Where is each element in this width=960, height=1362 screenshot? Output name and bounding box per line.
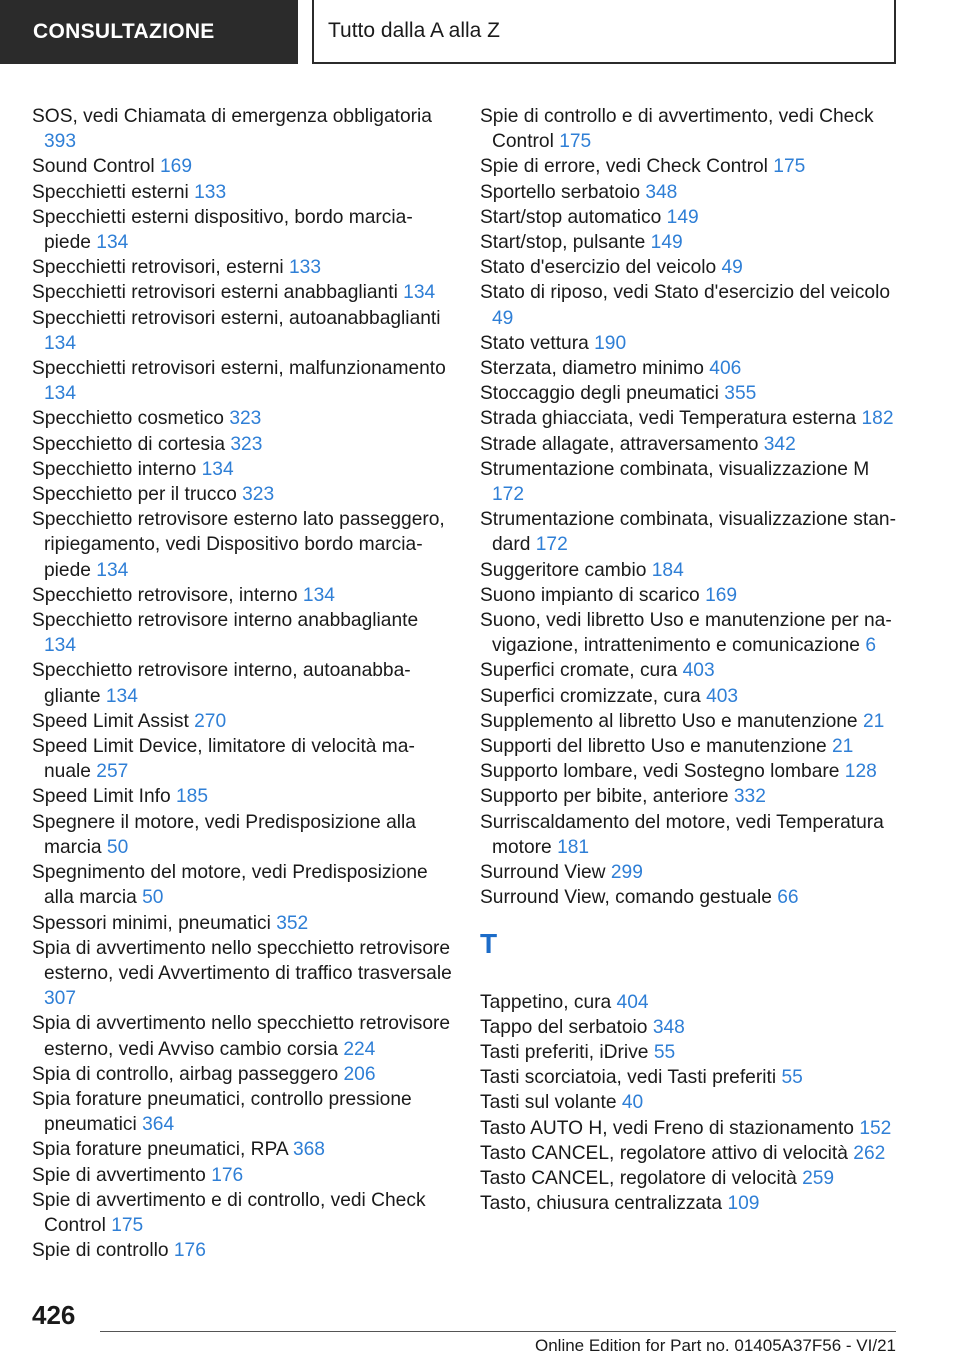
footer-divider [100, 1331, 896, 1332]
index-term: Supporto lombare, vedi Sostegno lombare [480, 761, 840, 783]
index-term: Specchietti esterni dispositivo, bordo marciapiede [32, 206, 413, 254]
index-term: Specchietti retrovisori esterni anabbaglianti [32, 282, 398, 304]
index-term: Strada ghiacciata, vedi Temperatura esterna [480, 408, 857, 430]
index-entry [32, 482, 452, 507]
index-entry [32, 583, 452, 608]
index-column-left [32, 104, 452, 1263]
index-entry [32, 1137, 452, 1162]
index-entry [480, 658, 900, 683]
page-reference-link[interactable]: 133 [289, 257, 322, 279]
index-entry [480, 608, 900, 658]
index-term: Stato d'esercizio del veicolo [480, 257, 717, 279]
index-term: Strumentazione combinata, visualizzazione M [480, 458, 870, 480]
index-term: Spia forature pneumatici, controllo pressione pneumatici [32, 1088, 412, 1136]
page-reference-link[interactable]: 55 [653, 1041, 676, 1063]
page-reference-link[interactable]: 172 [535, 534, 568, 556]
index-entry [32, 709, 452, 734]
index-term: Surriscaldamento del motore, vedi Temperatura motore [480, 811, 884, 858]
index-entry [480, 406, 900, 431]
index-term: SOS, vedi Chiamata di emergenza obbligatoria [32, 106, 432, 127]
index-entry [480, 1166, 900, 1191]
chapter-tab: Tutto dalla A alla Z [312, 0, 896, 64]
page-reference-link[interactable]: 352 [276, 912, 309, 934]
index-term: Specchietto di cortesia [32, 433, 226, 455]
index-term: Specchietto retrovisore esterno lato passeggero, ripiegamento, vedi Dispositivo bordo marciapiede [32, 509, 445, 581]
index-entry [32, 1188, 452, 1238]
page-reference-link[interactable]: 175 [773, 156, 806, 178]
index-term: Spessori minimi, pneumatici [32, 912, 271, 934]
index-term: Spia forature pneumatici, RPA [32, 1139, 288, 1161]
index-term: Specchietto cosmetico [32, 408, 224, 430]
page-reference-link[interactable]: 403 [682, 660, 715, 682]
index-entry [32, 658, 452, 708]
page-number: 426 [32, 1300, 76, 1330]
page-reference-link[interactable]: 323 [229, 408, 262, 430]
index-term: Supporti del libretto Uso e manutenzione [480, 736, 827, 758]
index-term: Spie di avvertimento e di controllo, vedi Check Control [32, 1189, 426, 1236]
index-entry [32, 1011, 452, 1061]
index-term: Specchietti retrovisori esterni, malfunzionamento [32, 358, 446, 380]
index-entry [32, 180, 452, 205]
page-reference-link[interactable]: 368 [292, 1139, 325, 1161]
index-entry [32, 1087, 452, 1137]
index-term: Tappo del serbatoio [480, 1016, 648, 1038]
index-entry [32, 432, 452, 457]
index-term: Speed Limit Assist [32, 710, 189, 732]
index-term: Stato di riposo, vedi Stato d'esercizio del veicolo [480, 282, 891, 304]
index-entry [480, 1040, 900, 1065]
index-term: Tasti preferiti, iDrive [480, 1041, 649, 1063]
index-entry [480, 280, 900, 330]
index-entry [480, 885, 900, 910]
index-entry [480, 230, 900, 255]
page-reference-link[interactable]: 257 [96, 761, 129, 783]
page-reference-link[interactable]: 134 [403, 282, 436, 304]
page-reference-link[interactable]: 403 [706, 685, 739, 707]
index-term: Spie di controllo e di avvertimento, vedi Check Control [480, 106, 874, 153]
page-reference-link[interactable]: 21 [832, 736, 854, 758]
index-term: Tasto AUTO H, vedi Freno di stazionamento [480, 1117, 854, 1139]
index-entry [480, 205, 900, 230]
index-entry [32, 205, 452, 255]
index-entry [32, 911, 452, 936]
page-reference-link[interactable]: 134 [44, 383, 77, 405]
index-entry [480, 154, 900, 179]
index-term: Specchietto retrovisore interno anabbagliante [32, 610, 419, 632]
page-reference-link[interactable]: 169 [705, 584, 738, 606]
index-entry [32, 936, 452, 1012]
index-entry [480, 507, 900, 557]
index-term: Tasti scorciatoia, vedi Tasti preferiti [480, 1067, 777, 1089]
index-term: Surround View, comando gestuale [480, 887, 772, 909]
index-term: Suono impianto di scarico [480, 584, 700, 606]
index-entry [480, 432, 900, 457]
index-term: Surround View [480, 862, 606, 884]
index-entry [32, 306, 452, 356]
index-term: Spie di controllo [32, 1240, 169, 1262]
index-entry [480, 104, 900, 154]
index-entry [480, 255, 900, 280]
index-term: Strumentazione combinata, visualizzazione standard [480, 509, 896, 556]
page-reference-link[interactable]: 134 [96, 559, 129, 581]
page-reference-link[interactable]: 182 [861, 408, 894, 430]
page-reference-link[interactable]: 184 [651, 559, 684, 581]
index-entry [480, 356, 900, 381]
index-entry [480, 1065, 900, 1090]
page-reference-link[interactable]: 323 [230, 433, 263, 455]
page-reference-link[interactable]: 307 [44, 988, 77, 1010]
index-term: Spie di errore, vedi Check Control [480, 156, 768, 178]
index-term: Specchietti retrovisori esterni, autoanabbaglianti [32, 307, 441, 329]
page-reference-link[interactable]: 332 [733, 786, 766, 808]
index-entry [480, 558, 900, 583]
index-term: Tasto CANCEL, regolatore attivo di velocità [480, 1142, 848, 1164]
index-term: Sportello serbatoio [480, 181, 640, 203]
page-reference-link[interactable]: 133 [194, 181, 227, 203]
index-column-right [480, 104, 900, 1216]
index-entry [480, 1090, 900, 1115]
index-term: Sound Control [32, 156, 155, 178]
index-term: Tasto CANCEL, regolatore di velocità [480, 1167, 797, 1189]
page-reference-link[interactable]: 49 [721, 257, 743, 279]
page-reference-link[interactable]: 66 [777, 887, 799, 909]
index-entry [480, 810, 900, 860]
index-term: Supplemento al libretto Uso e manutenzione [480, 710, 858, 732]
page-reference-link[interactable]: 50 [106, 836, 129, 858]
page-reference-link[interactable]: 259 [802, 1167, 835, 1189]
index-term: Spie di avvertimento [32, 1164, 206, 1186]
index-term: Specchietto interno [32, 458, 197, 480]
index-entry [32, 280, 452, 305]
page-reference-link[interactable]: 172 [492, 484, 525, 506]
page-reference-link[interactable]: 134 [44, 332, 77, 354]
page-reference-link[interactable]: 55 [781, 1067, 803, 1089]
page-reference-link[interactable]: 262 [853, 1142, 886, 1164]
index-term: Specchietto retrovisore interno, autoanabbagliante [32, 660, 411, 707]
page-reference-link[interactable]: 270 [194, 710, 227, 732]
index-term: Suono, vedi libretto Uso e manutenzione per navigazione, intrattenimento e comunicazione [480, 610, 892, 657]
page-reference-link[interactable]: 175 [111, 1214, 144, 1236]
page-reference-link[interactable]: 152 [859, 1117, 892, 1139]
index-entry [32, 1062, 452, 1087]
page-reference-link[interactable]: 169 [160, 156, 193, 178]
index-term: Spia di avvertimento nello specchietto retrovisore esterno, vedi Avviso cambio corsia [32, 1013, 451, 1060]
page-reference-link[interactable]: 149 [666, 206, 699, 228]
index-term: Tasto, chiusura centralizzata [480, 1193, 723, 1215]
page-reference-link[interactable]: 21 [862, 710, 885, 732]
index-entry [32, 784, 452, 809]
index-entry [32, 860, 452, 910]
index-term: Spegnimento del motore, vedi Predisposizione alla marcia [32, 862, 428, 909]
page-reference-link[interactable]: 128 [844, 761, 877, 783]
index-entry [32, 507, 452, 583]
index-entry [480, 1116, 900, 1141]
page-reference-link[interactable]: 393 [44, 131, 77, 153]
index-entry [480, 990, 900, 1015]
page-reference-link[interactable]: 185 [176, 786, 209, 808]
page-reference-link[interactable]: 348 [652, 1016, 685, 1038]
index-term: Speed Limit Info [32, 786, 171, 808]
page-reference-link[interactable]: 176 [211, 1164, 244, 1186]
index-entry [480, 784, 900, 809]
page-reference-link[interactable]: 181 [557, 836, 590, 858]
index-entry [480, 709, 900, 734]
index-entry [32, 154, 452, 179]
index-term: Specchietto per il trucco [32, 484, 237, 506]
index-term: Superfici cromate, cura [480, 660, 678, 682]
page-reference-link[interactable]: 6 [865, 635, 876, 657]
section-tab: CONSULTAZIONE [0, 0, 298, 64]
page-reference-link[interactable]: 206 [343, 1063, 376, 1085]
index-entry [32, 1238, 452, 1263]
index-term: Strade allagate, attraversamento [480, 433, 759, 455]
index-entry [32, 255, 452, 280]
index-entry [480, 457, 900, 507]
index-entry [32, 356, 452, 406]
page-header [0, 0, 960, 66]
index-term: Start/stop, pulsante [480, 232, 646, 254]
index-term: Specchietti esterni [32, 181, 189, 203]
page-reference-link[interactable]: 134 [105, 685, 138, 707]
index-term: Specchietto retrovisore, interno [32, 584, 298, 606]
index-entry [480, 1015, 900, 1040]
page-reference-link[interactable]: 355 [724, 383, 757, 405]
page-reference-link[interactable]: 342 [763, 433, 796, 455]
page-reference-link[interactable]: 134 [201, 458, 234, 480]
page-reference-link[interactable]: 299 [610, 862, 643, 884]
page-reference-link[interactable]: 149 [650, 232, 683, 254]
index-term: Specchietti retrovisori, esterni [32, 257, 284, 279]
index-entry [480, 684, 900, 709]
page-reference-link[interactable]: 134 [302, 584, 335, 606]
index-term: Tappetino, cura [480, 991, 612, 1013]
page-reference-link[interactable]: 176 [173, 1240, 206, 1262]
page-reference-link[interactable]: 224 [343, 1038, 376, 1060]
index-term: Tasti sul volante [480, 1092, 617, 1114]
index-entry [480, 759, 900, 784]
index-entry [32, 406, 452, 431]
page-reference-link[interactable]: 348 [645, 181, 678, 203]
page-reference-link[interactable]: 109 [727, 1193, 760, 1215]
index-entry [32, 810, 452, 860]
page-reference-link[interactable]: 190 [594, 332, 627, 354]
index-entry [32, 1163, 452, 1188]
index-group-s [480, 104, 900, 911]
section-letter: T [480, 927, 498, 959]
index-term: Suggeritore cambio [480, 559, 647, 581]
index-entry [32, 608, 452, 658]
index-term: Sterzata, diametro minimo [480, 358, 704, 380]
index-entry [32, 734, 452, 784]
index-term: Superfici cromizzate, cura [480, 685, 701, 707]
index-group-t [480, 990, 900, 1217]
index-term: Spia di controllo, airbag passeggero [32, 1063, 339, 1085]
index-entry [480, 381, 900, 406]
index-entry [480, 1191, 900, 1216]
page-reference-link[interactable]: 175 [559, 131, 592, 153]
index-entry [480, 1141, 900, 1166]
index-term: Start/stop automatico [480, 206, 662, 228]
page-reference-link[interactable]: 364 [142, 1114, 175, 1136]
index-term: Stato vettura [480, 332, 589, 354]
index-term: Speed Limit Device, limitatore di velocità manuale [32, 736, 415, 783]
index-term: Spia di avvertimento nello specchietto retrovisore esterno, vedi Avvertimento di traffico trasversale [32, 937, 452, 984]
page-reference-link[interactable]: 323 [242, 484, 275, 506]
index-entry [480, 583, 900, 608]
index-term: Spegnere il motore, vedi Predisposizione alla marcia [32, 811, 416, 858]
page-reference-link[interactable]: 404 [616, 991, 649, 1013]
index-entry [480, 180, 900, 205]
page-reference-link[interactable]: 50 [142, 887, 164, 909]
index-entry [480, 331, 900, 356]
page-reference-link[interactable]: 49 [492, 307, 514, 329]
index-entry [32, 104, 452, 154]
page-reference-link[interactable]: 134 [96, 232, 129, 254]
page-reference-link[interactable]: 406 [709, 358, 742, 380]
index-term: Supporto per bibite, anteriore [480, 786, 729, 808]
index-entry [480, 860, 900, 885]
page-reference-link[interactable]: 40 [621, 1092, 644, 1114]
page-reference-link[interactable]: 134 [44, 635, 77, 657]
index-entry [32, 457, 452, 482]
index-entry [480, 734, 900, 759]
edition-info: Online Edition for Part no. 01405A37F56 - VI/21 [534, 1336, 896, 1355]
index-term: Stoccaggio degli pneumatici [480, 383, 719, 405]
